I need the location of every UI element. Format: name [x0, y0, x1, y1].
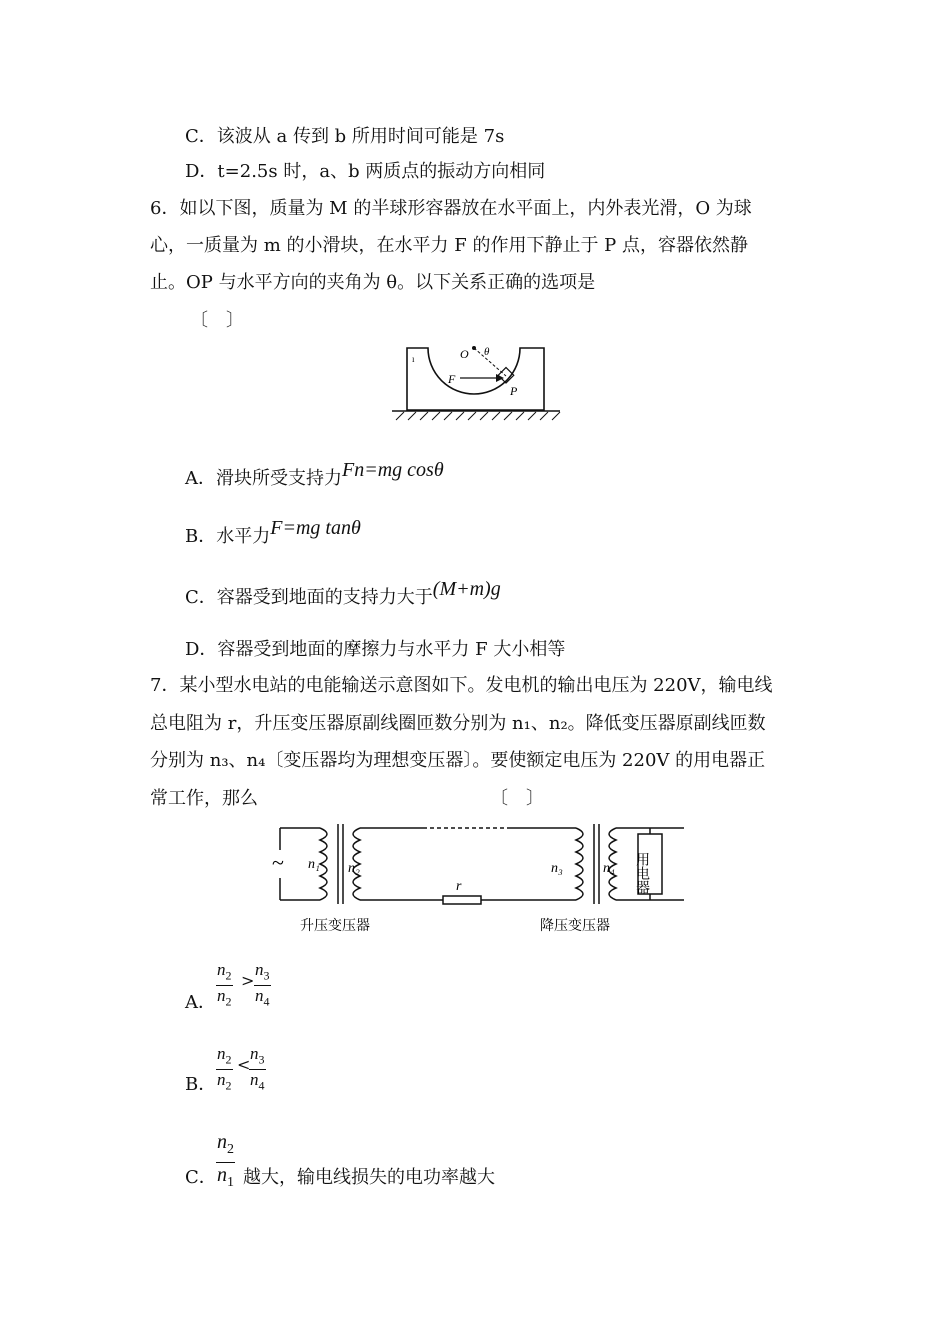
svg-text:ı: ı	[412, 354, 415, 364]
q7-option-c-label: C．	[185, 1167, 217, 1188]
q6-option-d: D．容器受到地面的摩擦力与水平力 F 大小相等	[185, 639, 566, 660]
q7-stem-line2: 总电阻为 r，升压变压器原副线圈匝数分别为 n₁、n₂。降低变压器原副线匝数	[150, 713, 766, 734]
q7-option-c-frac-num: $n_2$	[216, 1130, 235, 1163]
label-n2: n₂	[348, 861, 360, 876]
q6-option-b	[185, 517, 361, 550]
q5-option-c: C．该波从 a 传到 b 所用时间可能是 7s	[185, 126, 505, 147]
q7-stem-line1: 7．某小型水电站的电能输送示意图如下。发电机的输出电压为 220V，输电线	[150, 675, 773, 696]
label-theta: θ	[484, 346, 490, 358]
q7-stem-line4: 常工作，那么	[150, 788, 258, 809]
label-o: O	[460, 347, 469, 361]
q7-option-b-frac2	[249, 1044, 266, 1096]
q7-option-b-frac2-den: $n_4$	[250, 1070, 265, 1093]
q7-option-a-sign: >	[241, 971, 255, 990]
q7-option-b-frac1-num: $n_2$	[216, 1044, 233, 1070]
q6-option-b-formula: F=mg tanθ	[270, 517, 361, 539]
q6-option-b-text: B．水平力	[185, 526, 271, 547]
q6-option-c-formula: (M+m)g	[432, 578, 501, 600]
label-p: P	[510, 384, 518, 398]
q7-option-a-frac2	[254, 960, 271, 1012]
q7-option-a-label: A．	[185, 992, 216, 1013]
q6-option-a-formula: Fn=mg cosθ	[342, 459, 444, 481]
q7-option-a-frac1-num: $n_2$	[216, 960, 233, 986]
label-f: F	[448, 372, 456, 386]
q7-answer-bracket: 〔 〕	[490, 788, 544, 809]
load-label: 用电器	[634, 852, 650, 894]
q6-stem-line3: 止。OP 与水平方向的夹角为 θ。以下关系正确的选项是	[150, 272, 596, 293]
label-n4: n₄	[603, 861, 615, 876]
q6-answer-bracket: 〔 〕	[190, 310, 244, 331]
label-n3: n₃	[551, 861, 563, 876]
q6-option-a-text: A．滑块所受支持力	[185, 468, 342, 489]
q6-hemisphere-figure	[392, 340, 562, 425]
q7-stem-line3: 分别为 n₃、n₄〔变压器均为理想变压器〕。要使额定电压为 220V 的用电器正	[150, 750, 766, 771]
q7-option-a-frac1	[216, 960, 233, 1012]
q7-option-c-text: 越大，输电线损失的电功率越大	[243, 1167, 495, 1188]
label-r: r	[456, 879, 462, 894]
q7-option-b-frac1	[216, 1044, 233, 1096]
q6-option-c-text: C．容器受到地面的支持力大于	[185, 587, 433, 608]
q6-option-a	[185, 459, 444, 492]
q7-option-a-frac1-den: $n_2$	[217, 986, 232, 1009]
q7-option-c-frac-den: $n_1$	[217, 1164, 234, 1190]
q6-stem-line1: 6．如以下图，质量为 M 的半球形容器放在水平面上，内外表光滑，O 为球	[150, 198, 752, 219]
q6-stem-line2: 心，一质量为 m 的小滑块，在水平力 F 的作用下静止于 P 点，容器依然静	[150, 235, 748, 256]
q6-option-c	[185, 578, 501, 611]
q7-transmission-diagram	[272, 820, 688, 940]
q5-option-d: D．t=2.5s 时，a、b 两质点的振动方向相同	[185, 161, 546, 182]
q7-option-b-frac1-den: $n_2$	[217, 1070, 232, 1093]
q7-option-c-frac	[216, 1130, 235, 1195]
label-ac-source: ~	[272, 850, 284, 875]
q7-option-a-frac2-den: $n_4$	[255, 986, 270, 1009]
q7-option-a-frac2-num: $n_3$	[254, 960, 271, 986]
step-up-label: 升压变压器	[300, 918, 370, 934]
q7-option-b-label: B．	[185, 1074, 217, 1095]
q7-option-b-sign: <	[237, 1055, 251, 1074]
label-n1: n₁	[308, 857, 320, 872]
step-down-label: 降压变压器	[540, 918, 610, 934]
q7-option-b-frac2-num: $n_3$	[249, 1044, 266, 1070]
